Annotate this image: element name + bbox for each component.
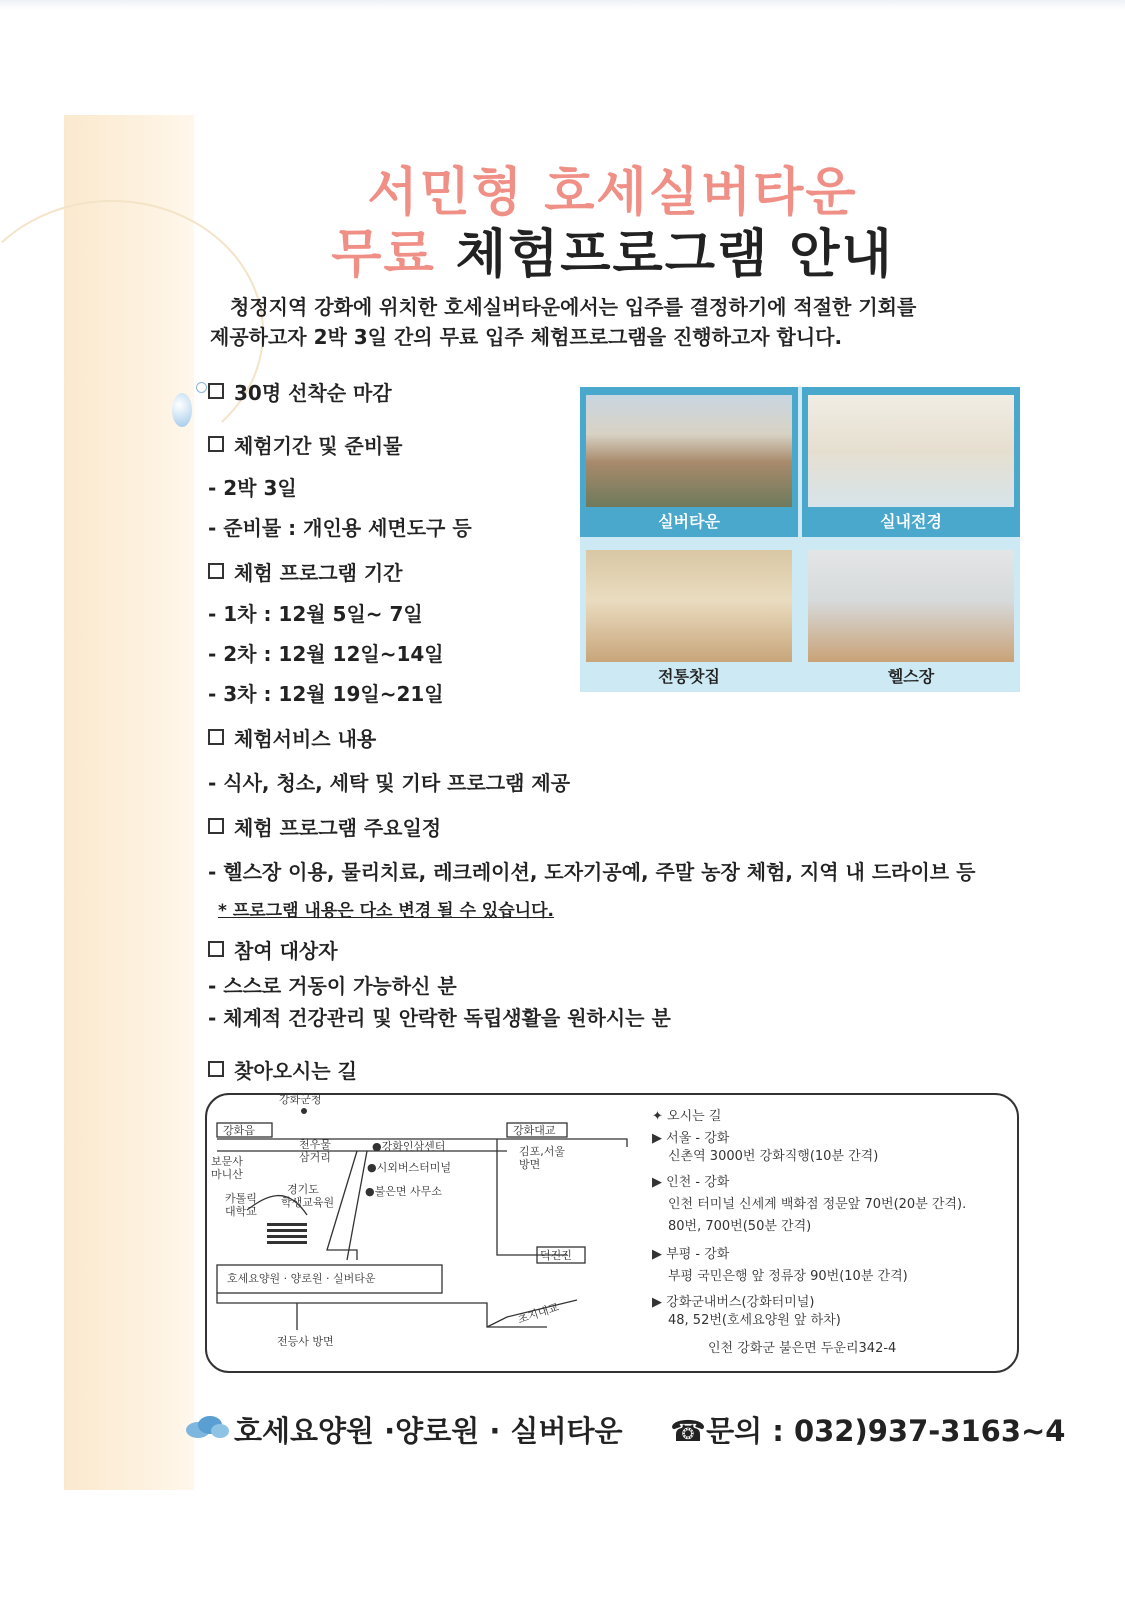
address: 인천 강화군 불은면 두운리342-4 (708, 1341, 897, 1356)
photo-caption: 전통찻집 (658, 667, 720, 686)
map-label-office: ●불은면 사무소 (365, 1185, 442, 1198)
heading-text: 찾아오시는 길 (234, 1059, 357, 1083)
building-symbol (267, 1223, 307, 1244)
list-item: - 스스로 거동이 가능하신 분 (208, 974, 457, 998)
map-label-bomunsa: 보문사 (211, 1155, 243, 1168)
intro-paragraph (210, 292, 1030, 352)
route-local-bus-detail: 48, 52번(호세요양원 앞 하차) (668, 1313, 841, 1328)
checkbox-icon (208, 436, 224, 452)
checkbox-icon (208, 941, 224, 957)
map-roads (207, 1095, 1017, 1371)
section-heading-program (208, 812, 441, 841)
map-label-gun-office: 강화군청 (279, 1093, 322, 1106)
route-seoul-detail: 신촌역 3000번 강화직행(10분 간격) (668, 1149, 879, 1164)
photo-caption: 실버타운 (658, 512, 720, 531)
map-label-gimpo: 김포,서울 (519, 1145, 566, 1158)
list-item: - 헬스장 이용, 물리치료, 레크레이션, 도자기공예, 주말 농장 체험, 지역 내 드라이브 등 (208, 860, 976, 884)
photo-silvertown (580, 387, 798, 537)
map-label-catholic: 카톨릭 (225, 1192, 257, 1205)
checkbox-icon (208, 383, 224, 399)
building-photo (586, 395, 792, 507)
heading-text: 체험기간 및 준비물 (234, 434, 403, 458)
heading-text: 체험 프로그램 기간 (234, 561, 403, 585)
route-bupyeong: ▶ 부평 - 강화 (652, 1247, 730, 1262)
list-item: - 준비물 : 개인용 세면도구 등 (208, 516, 472, 540)
section-heading-directions (208, 1055, 357, 1084)
road-diagonal-2 (347, 1151, 367, 1260)
list-item: - 1차 : 12월 5일~ 7일 (208, 602, 423, 626)
map-label-edu: 경기도 (287, 1183, 319, 1196)
heading-text: 참여 대상자 (234, 939, 338, 963)
section-heading-target (208, 935, 338, 964)
heading-text: 30명 선착순 마감 (234, 381, 392, 405)
checkbox-icon (208, 563, 224, 579)
heading-text: 체험 프로그램 주요일정 (234, 816, 442, 840)
route-incheon-detail-1: 인천 터미널 신세계 백화점 정문앞 70번(20분 간격). (668, 1197, 967, 1212)
gun-office-dot (301, 1108, 307, 1114)
map-label-bus-terminal: ●시외버스터미널 (367, 1161, 451, 1174)
directions-map-box (205, 1093, 1019, 1373)
map-label-gimpo-2: 방면 (519, 1158, 541, 1171)
checkbox-icon (208, 729, 224, 745)
map-label-manisan: 마니산 (211, 1168, 243, 1181)
interior-photo (808, 395, 1014, 507)
bubble-icon (172, 393, 192, 427)
route-incheon: ▶ 인천 - 강화 (652, 1175, 730, 1190)
list-item: - 식사, 청소, 세탁 및 기타 프로그램 제공 (208, 771, 571, 795)
change-notice: * 프로그램 내용은 다소 변경 될 수 있습니다. (218, 901, 554, 921)
small-bubble-icon (196, 382, 207, 393)
footer (182, 1404, 1066, 1454)
section-heading-schedule (208, 557, 403, 586)
route-seoul: ▶ 서울 - 강화 (652, 1131, 730, 1146)
teahouse-photo (586, 550, 792, 662)
intro-line-2: 제공하고자 2박 3일 간의 무료 입주 체험프로그램을 진행하고자 합니다. (210, 325, 843, 349)
gym-photo (808, 550, 1014, 662)
map-label-cheonubul-2: 삼거리 (299, 1151, 331, 1164)
map-label-ginseng: ●강화인삼센터 (372, 1140, 446, 1153)
title-rest: 체험프로그램 안내 (435, 225, 894, 285)
checkbox-icon (208, 1061, 224, 1077)
route-local-bus: ▶ 강화군내버스(강화터미널) (652, 1295, 815, 1310)
map-label-deokjinjin: 덕진진 (540, 1249, 572, 1262)
photo-gym (802, 542, 1020, 692)
list-item: - 2차 : 12월 12일~14일 (208, 642, 444, 666)
map-label-cheonubul: 천우물 (299, 1138, 331, 1151)
heading-text: 체험서비스 내용 (234, 727, 377, 751)
title-line-1: 서민형 호세실버타운 (367, 163, 858, 223)
section-heading-period (208, 430, 403, 459)
map-label-catholic-2: 대학교 (225, 1205, 257, 1218)
cloud-logo-icon (182, 1414, 230, 1440)
photo-grid (580, 387, 1020, 692)
photo-teahouse (580, 542, 798, 692)
photo-caption: 실내전경 (880, 512, 942, 531)
directions-heading: ✦ 오시는 길 (652, 1109, 722, 1124)
route-incheon-detail-2: 80번, 700번(50분 간격) (668, 1219, 812, 1234)
list-item: - 3차 : 12월 19일~21일 (208, 682, 444, 706)
map-label-hose: 호세요양원 · 양로원 · 실버타운 (227, 1272, 376, 1285)
list-item: - 2박 3일 (208, 476, 297, 500)
section-heading-service (208, 723, 376, 752)
map-label-ganghwa-eup: 강화읍 (223, 1124, 255, 1137)
photo-interior (802, 387, 1020, 537)
list-item: - 체계적 건강관리 및 안락한 독립생활을 원하시는 분 (208, 1006, 671, 1030)
route-bupyeong-detail: 부평 국민은행 앞 정류장 90번(10분 간격) (668, 1269, 908, 1284)
title-highlight: 무료 (331, 225, 436, 285)
checkbox-icon (208, 818, 224, 834)
map-label-jeondeungsa: 전등사 방면 (277, 1335, 334, 1348)
footer-phone: ☎문의 : 032)937-3163~4 (670, 1414, 1066, 1448)
section-heading-capacity (208, 377, 392, 406)
title-line-2 (0, 212, 1125, 287)
scan-edge (0, 0, 1125, 10)
photo-caption: 헬스장 (887, 667, 935, 686)
map-label-bridge: 강화대교 (513, 1124, 556, 1137)
intro-line-1: 청정지역 강화에 위치한 호세실버타운에서는 입주를 결정하기에 적절한 기회를 (230, 295, 917, 319)
map-label-edu-2: 학생교육원 (281, 1196, 335, 1209)
map-label-chojidaegyo: 초지대교 (516, 1300, 561, 1327)
footer-org: 호세요양원 ·양로원 · 실버타운 (234, 1414, 623, 1448)
